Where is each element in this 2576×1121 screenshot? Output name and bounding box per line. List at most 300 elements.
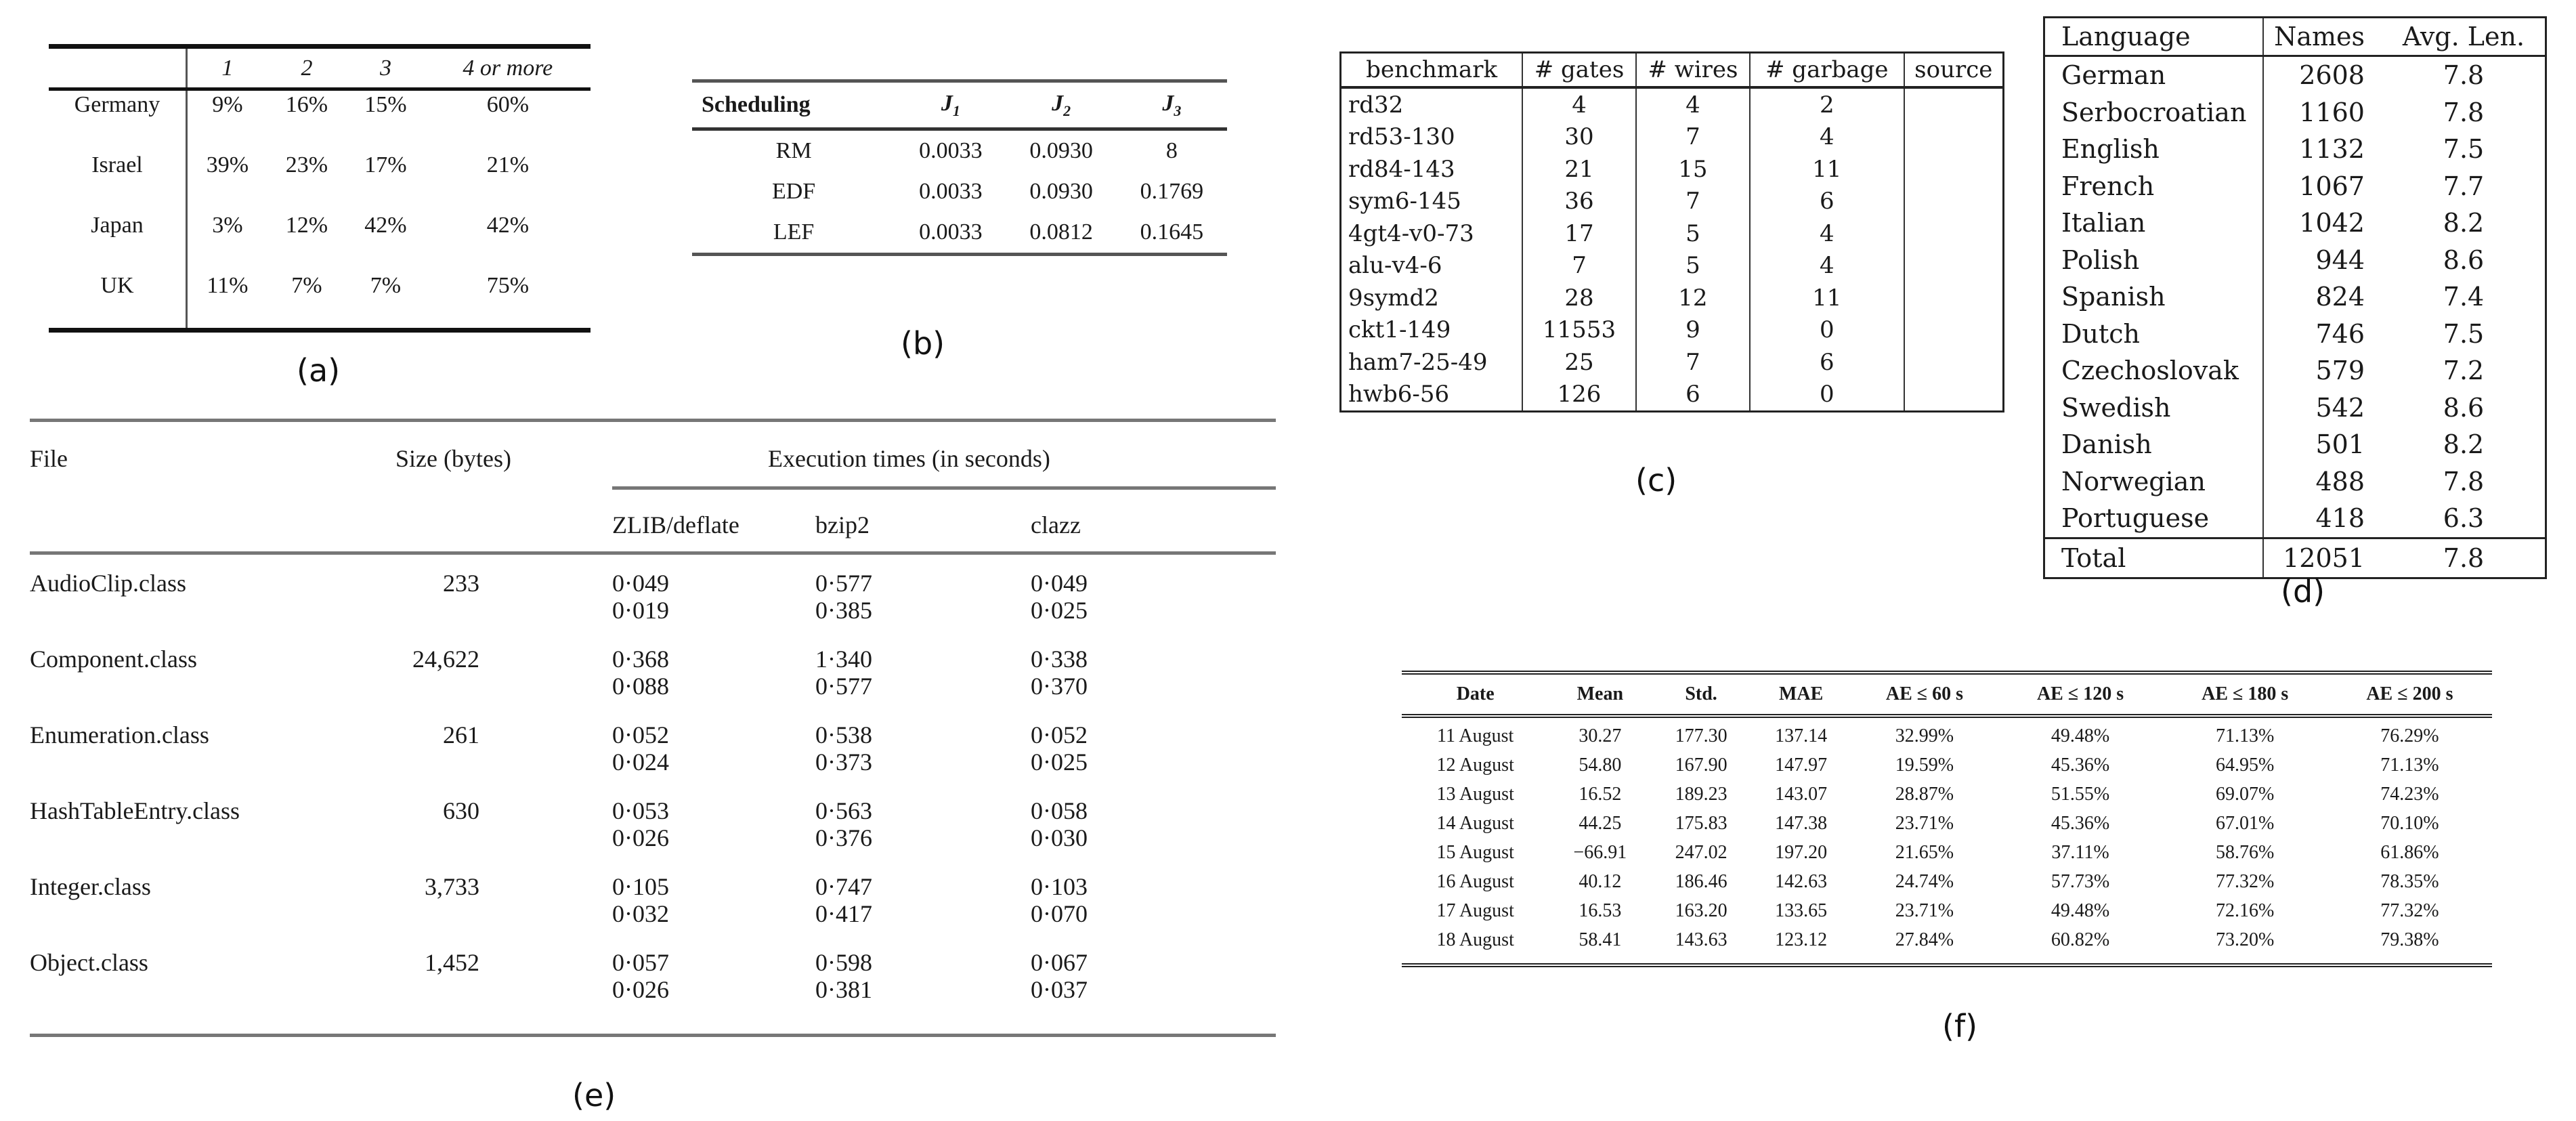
- column-header: source: [1904, 53, 2004, 88]
- cell: 7: [1636, 186, 1750, 218]
- cell: 0·052: [612, 721, 669, 748]
- cell: 11553: [1522, 314, 1636, 347]
- cell: 0: [1750, 314, 1904, 347]
- cell: 64.95%: [2216, 754, 2275, 776]
- cell: 7%: [370, 273, 402, 298]
- cell: 17%: [364, 152, 407, 177]
- cell: 23%: [285, 152, 328, 177]
- cell: 19.59%: [1895, 754, 1954, 776]
- cell: [1904, 186, 2004, 218]
- row-label: German: [2044, 56, 2264, 94]
- table-row: [1402, 925, 2492, 965]
- cell: 0·024: [612, 748, 669, 776]
- cell: 137.14: [1775, 725, 1828, 746]
- cell: 0.0930: [1029, 138, 1093, 163]
- column-group-header: Execution times (in seconds): [768, 445, 1050, 472]
- row-label: Enumeration.class: [30, 721, 209, 748]
- cell: 0·368: [612, 646, 669, 673]
- cell: 45.36%: [2051, 812, 2110, 834]
- table-row: [1402, 896, 2492, 925]
- row-label: Object.class: [30, 949, 148, 976]
- cell: 7: [1636, 346, 1750, 379]
- row-label: ham7-25-49: [1341, 346, 1523, 379]
- cell: [1904, 314, 2004, 347]
- cell: 5: [1636, 217, 1750, 250]
- row-label: 9symd2: [1341, 282, 1523, 314]
- cell: 2: [1750, 87, 1904, 121]
- cell: 4: [1522, 87, 1636, 121]
- cell: 67.01%: [2216, 812, 2275, 834]
- column-header: AE ≤ 60 s: [1851, 673, 1998, 716]
- cell: 76.29%: [2380, 725, 2439, 746]
- row-label: rd84-143: [1341, 153, 1523, 186]
- row-label: Czechoslovak: [2044, 352, 2264, 389]
- column-header-clazz: clazz: [1031, 511, 1081, 538]
- group-rule: [612, 486, 1276, 490]
- cell: 74.23%: [2380, 783, 2439, 805]
- row-label: AudioClip.class: [30, 570, 186, 597]
- cell: 0·067: [1031, 949, 1088, 976]
- bottom-rule: [30, 1034, 1276, 1037]
- cell: 0·026: [612, 824, 669, 851]
- cell: [1904, 250, 2004, 282]
- cell: 0·037: [1031, 976, 1088, 1003]
- row-label: 17 August: [1436, 900, 1514, 921]
- column-header: # garbage: [1750, 53, 1904, 88]
- cell: 58.41: [1579, 929, 1622, 950]
- cell: 197.20: [1775, 841, 1828, 863]
- column-header-size: Size (bytes): [395, 445, 511, 472]
- cell: 0·019: [612, 597, 669, 624]
- cell: 39%: [206, 152, 249, 177]
- cell: 143.07: [1775, 783, 1828, 805]
- table-row: [1341, 186, 2004, 218]
- panel-label-b: (b): [901, 325, 945, 362]
- table-row: [2044, 242, 2546, 279]
- table-row: [1341, 121, 2004, 154]
- top-rule: [30, 419, 1276, 422]
- table-row: [2044, 500, 2546, 538]
- table-row: [1341, 87, 2004, 121]
- cell: 123.12: [1775, 929, 1828, 950]
- column-header-file: File: [30, 445, 68, 472]
- cell: 143.63: [1675, 929, 1727, 950]
- table-row: [2044, 426, 2546, 463]
- cell: [1904, 379, 2004, 412]
- row-label: 12 August: [1436, 754, 1514, 776]
- cell: 70.10%: [2380, 812, 2439, 834]
- cell: 61.86%: [2380, 841, 2439, 863]
- table-row: [1402, 780, 2492, 809]
- cell: 824: [2315, 282, 2365, 312]
- cell: 0.0812: [1029, 219, 1093, 245]
- column-header: 3: [346, 47, 425, 89]
- row-label: Portuguese: [2044, 500, 2264, 538]
- row-label: LEF: [773, 219, 815, 245]
- table-row: [49, 211, 591, 272]
- cell: 32.99%: [1895, 725, 1954, 746]
- row-label: English: [2044, 131, 2264, 168]
- row-label: Italian: [2044, 205, 2264, 242]
- cell: 79.38%: [2380, 929, 2439, 950]
- table-row: [1402, 867, 2492, 896]
- cell: 3%: [212, 213, 243, 238]
- cell: 8.6: [2443, 392, 2485, 423]
- cell: 0·088: [612, 673, 669, 700]
- cell: 5: [1636, 250, 1750, 282]
- cell: 8.2: [2443, 429, 2485, 460]
- cell: 167.90: [1675, 754, 1727, 776]
- cell: 2608: [2299, 60, 2365, 91]
- cell: 77.32%: [2380, 900, 2439, 921]
- column-header: Date: [1402, 673, 1549, 716]
- cell: 21.65%: [1895, 841, 1954, 863]
- row-label: alu-v4-6: [1341, 250, 1523, 282]
- cell: 23.71%: [1895, 812, 1954, 834]
- cell: 0·057: [612, 949, 669, 976]
- column-header: MAE: [1751, 673, 1851, 716]
- cell: 71.13%: [2380, 754, 2439, 776]
- cell: [1904, 121, 2004, 154]
- column-header: # gates: [1522, 53, 1636, 88]
- cell: 7: [1636, 121, 1750, 154]
- cell: 0·026: [612, 976, 669, 1003]
- cell: 133.65: [1775, 900, 1828, 921]
- cell: 7.4: [2443, 282, 2485, 312]
- cell: 28.87%: [1895, 783, 1954, 805]
- cell-size: 630: [443, 797, 479, 824]
- cell: 6.3: [2443, 503, 2485, 534]
- cell: 186.46: [1675, 870, 1727, 892]
- table-row: [2044, 205, 2546, 242]
- cell: 163.20: [1675, 900, 1727, 921]
- cell: 9%: [212, 92, 243, 117]
- panel-label-a: (a): [297, 352, 341, 389]
- table-d: [2043, 16, 2547, 579]
- cell: 49.48%: [2051, 725, 2110, 746]
- cell: 0·381: [815, 976, 872, 1003]
- row-label: 18 August: [1436, 929, 1514, 950]
- panel-label-d: (d): [2281, 573, 2325, 610]
- cell-size: 1,452: [425, 949, 479, 976]
- cell: 0·538: [815, 721, 872, 748]
- table-a-header: [49, 47, 591, 89]
- table-c-header: [1341, 53, 2004, 88]
- column-header: Avg. Len.: [2382, 18, 2546, 56]
- column-header: AE ≤ 180 s: [2163, 673, 2327, 716]
- cell: 142.63: [1775, 870, 1828, 892]
- cell: 37.11%: [2051, 841, 2109, 863]
- cell: 488: [2315, 466, 2365, 496]
- row-label: Swedish: [2044, 389, 2264, 427]
- row-label: sym6-145: [1341, 186, 1523, 218]
- cell: 16%: [285, 92, 328, 117]
- panel-label-c: (c): [1635, 462, 1677, 499]
- row-label: 4gt4-v0-73: [1341, 217, 1523, 250]
- cell: 21%: [486, 152, 530, 177]
- cell: 27.84%: [1895, 929, 1954, 950]
- cell: 75%: [486, 273, 530, 298]
- table-row: [2044, 463, 2546, 501]
- cell: 0·032: [612, 900, 669, 927]
- cell: 0·049: [1031, 570, 1088, 597]
- cell: 0.0930: [1029, 179, 1093, 204]
- cell: 8.6: [2443, 245, 2485, 275]
- table-row: [1341, 282, 2004, 314]
- cell: 54.80: [1579, 754, 1622, 776]
- cell: 147.97: [1775, 754, 1828, 776]
- column-header: Scheduling: [692, 81, 895, 129]
- cell: 501: [2315, 429, 2365, 460]
- column-header: 1: [187, 47, 267, 89]
- cell: 189.23: [1675, 783, 1727, 805]
- table-a: [49, 44, 591, 333]
- table-row: [2044, 352, 2546, 389]
- table-c: [1339, 51, 2004, 413]
- table-row: [1402, 809, 2492, 838]
- cell: 0·103: [1031, 873, 1088, 900]
- cell: 944: [2315, 245, 2365, 275]
- column-header: 4 or more: [425, 47, 591, 89]
- cell: 71.13%: [2216, 725, 2275, 746]
- cell: 6: [1750, 186, 1904, 218]
- table-row: [49, 151, 591, 211]
- cell: 60.82%: [2051, 929, 2110, 950]
- column-header: $J_2$: [1006, 81, 1116, 129]
- cell: 58.76%: [2216, 841, 2275, 863]
- panel-label-e: (e): [572, 1077, 616, 1114]
- row-label: 11 August: [1437, 725, 1514, 746]
- cell: 6: [1636, 379, 1750, 412]
- cell: 542: [2315, 392, 2365, 423]
- column-header: [49, 47, 187, 89]
- cell: 0.1645: [1140, 219, 1204, 245]
- cell: 4: [1750, 250, 1904, 282]
- row-label: French: [2044, 168, 2264, 205]
- cell: 8: [1165, 138, 1178, 163]
- cell: 1·340: [815, 646, 872, 673]
- row-label: 14 August: [1436, 812, 1514, 834]
- cell: 0.1769: [1140, 179, 1204, 204]
- row-label: Integer.class: [30, 873, 151, 900]
- table-row: [1341, 346, 2004, 379]
- cell: 746: [2315, 318, 2365, 349]
- cell: 0·058: [1031, 797, 1088, 824]
- cell: 0·070: [1031, 900, 1088, 927]
- cell: 9: [1636, 314, 1750, 347]
- table-b: [692, 79, 1227, 256]
- cell: 7.2: [2443, 356, 2485, 386]
- table-row: [2044, 131, 2546, 168]
- column-header: $J_1$: [895, 81, 1006, 129]
- row-label: RM: [775, 138, 812, 163]
- column-header: AE ≤ 120 s: [1998, 673, 2162, 716]
- table-row: [1402, 838, 2492, 867]
- row-label: Total: [2044, 538, 2264, 578]
- cell: 1160: [2299, 97, 2365, 127]
- cell: 25: [1522, 346, 1636, 379]
- cell: 44.25: [1579, 812, 1622, 834]
- row-label: Dutch: [2044, 316, 2264, 353]
- row-label: rd53-130: [1341, 121, 1523, 154]
- cell: 177.30: [1675, 725, 1727, 746]
- cell: 24.74%: [1895, 870, 1954, 892]
- row-label: 15 August: [1436, 841, 1514, 863]
- cell: 30: [1522, 121, 1636, 154]
- table-row: [2044, 94, 2546, 131]
- cell: 7.8: [2443, 97, 2485, 127]
- row-label: Japan: [49, 211, 187, 272]
- cell: [1904, 217, 2004, 250]
- cell: 0.0033: [919, 179, 983, 204]
- cell: 418: [2315, 503, 2365, 534]
- cell: 23.71%: [1895, 900, 1954, 921]
- row-label: Israel: [49, 151, 187, 211]
- cell: [1904, 282, 2004, 314]
- column-header-bzip2: bzip2: [815, 511, 870, 538]
- cell: 21: [1522, 153, 1636, 186]
- total-row: [2044, 538, 2546, 578]
- cell: 73.20%: [2216, 929, 2275, 950]
- row-label: HashTableEntry.class: [30, 797, 240, 824]
- cell: 42%: [364, 213, 407, 238]
- table-d-header: [2044, 18, 2546, 56]
- row-label: Spanish: [2044, 278, 2264, 316]
- table-row: [49, 272, 591, 331]
- cell: 6: [1750, 346, 1904, 379]
- table-row: [1402, 750, 2492, 780]
- cell: 4: [1750, 121, 1904, 154]
- column-header: Std.: [1651, 673, 1751, 716]
- table-row: [1341, 379, 2004, 412]
- cell: 1067: [2299, 171, 2365, 201]
- cell: 12: [1636, 282, 1750, 314]
- cell: 0·105: [612, 873, 669, 900]
- table-row: [2044, 56, 2546, 94]
- cell: 0.0033: [919, 138, 983, 163]
- cell: 0·577: [815, 673, 872, 700]
- cell: 1132: [2299, 134, 2365, 165]
- table-row: [2044, 389, 2546, 427]
- cell: 12%: [285, 213, 328, 238]
- table-row: [2044, 168, 2546, 205]
- row-label: Germany: [49, 89, 187, 152]
- cell: 49.48%: [2051, 900, 2110, 921]
- table-row: [2044, 278, 2546, 316]
- header-rule: [30, 551, 1276, 555]
- cell: 0·577: [815, 570, 872, 597]
- cell: [1904, 153, 2004, 186]
- cell: 42%: [486, 213, 530, 238]
- cell: 0·563: [815, 797, 872, 824]
- cell: 7.8: [2382, 538, 2546, 578]
- column-header: Mean: [1549, 673, 1651, 716]
- cell: 45.36%: [2051, 754, 2110, 776]
- cell: [1904, 87, 2004, 121]
- cell: 0·338: [1031, 646, 1088, 673]
- row-label: hwb6-56: [1341, 379, 1523, 412]
- cell: 7.8: [2443, 466, 2485, 496]
- cell: 0·598: [815, 949, 872, 976]
- cell: 0·370: [1031, 673, 1088, 700]
- row-label: Serbocroatian: [2044, 94, 2264, 131]
- row-label: Norwegian: [2044, 463, 2264, 501]
- cell: 60%: [486, 92, 530, 117]
- table-f: [1402, 671, 2492, 967]
- cell-size: 3,733: [425, 873, 479, 900]
- cell: 7.5: [2443, 318, 2485, 349]
- column-header: # wires: [1636, 53, 1750, 88]
- cell: 72.16%: [2216, 900, 2275, 921]
- cell: 28: [1522, 282, 1636, 314]
- cell: 11: [1750, 282, 1904, 314]
- cell: 15: [1636, 153, 1750, 186]
- table-row: [1402, 716, 2492, 750]
- cell: 0·373: [815, 748, 872, 776]
- column-header-zlib: ZLIB/deflate: [612, 511, 739, 538]
- row-label: ckt1-149: [1341, 314, 1523, 347]
- cell: 147.38: [1775, 812, 1828, 834]
- cell: 69.07%: [2216, 783, 2275, 805]
- cell: 0·053: [612, 797, 669, 824]
- cell: 7.7: [2443, 171, 2485, 201]
- table-row: [1341, 153, 2004, 186]
- cell: 0.0033: [919, 219, 983, 245]
- cell: 7: [1522, 250, 1636, 282]
- cell-size: 233: [443, 570, 479, 597]
- row-label: Component.class: [30, 646, 197, 673]
- cell: 247.02: [1675, 841, 1727, 863]
- cell: 7.8: [2443, 60, 2485, 91]
- cell: 0·052: [1031, 721, 1088, 748]
- row-label: 13 August: [1436, 783, 1514, 805]
- cell: 579: [2315, 356, 2365, 386]
- cell: 0·049: [612, 570, 669, 597]
- cell: 16.53: [1579, 900, 1622, 921]
- cell: 40.12: [1579, 870, 1622, 892]
- table-row: [692, 212, 1227, 255]
- table-f-header: [1402, 673, 2492, 716]
- column-header: AE ≤ 200 s: [2327, 673, 2492, 716]
- row-label: UK: [49, 272, 187, 331]
- cell: 4: [1750, 217, 1904, 250]
- cell: 0·747: [815, 873, 872, 900]
- table-row: [1341, 314, 2004, 347]
- cell-size: 261: [443, 721, 479, 748]
- cell: 11%: [207, 273, 249, 298]
- column-header: Names: [2263, 18, 2382, 56]
- cell: 7%: [291, 273, 322, 298]
- cell: 1042: [2299, 208, 2365, 238]
- cell: 17: [1522, 217, 1636, 250]
- cell: 4: [1636, 87, 1750, 121]
- cell: 15%: [364, 92, 407, 117]
- table-row: [1341, 217, 2004, 250]
- table-row: [49, 89, 591, 152]
- row-label: 16 August: [1436, 870, 1514, 892]
- table-row: [2044, 316, 2546, 353]
- column-header: 2: [267, 47, 347, 89]
- cell: 36: [1522, 186, 1636, 218]
- cell: 0: [1750, 379, 1904, 412]
- cell: 0·376: [815, 824, 872, 851]
- table-row: [1341, 250, 2004, 282]
- column-header: Language: [2044, 18, 2264, 56]
- row-label: rd32: [1341, 87, 1523, 121]
- row-label: Polish: [2044, 242, 2264, 279]
- cell: 126: [1522, 379, 1636, 412]
- cell: 8.2: [2443, 208, 2485, 238]
